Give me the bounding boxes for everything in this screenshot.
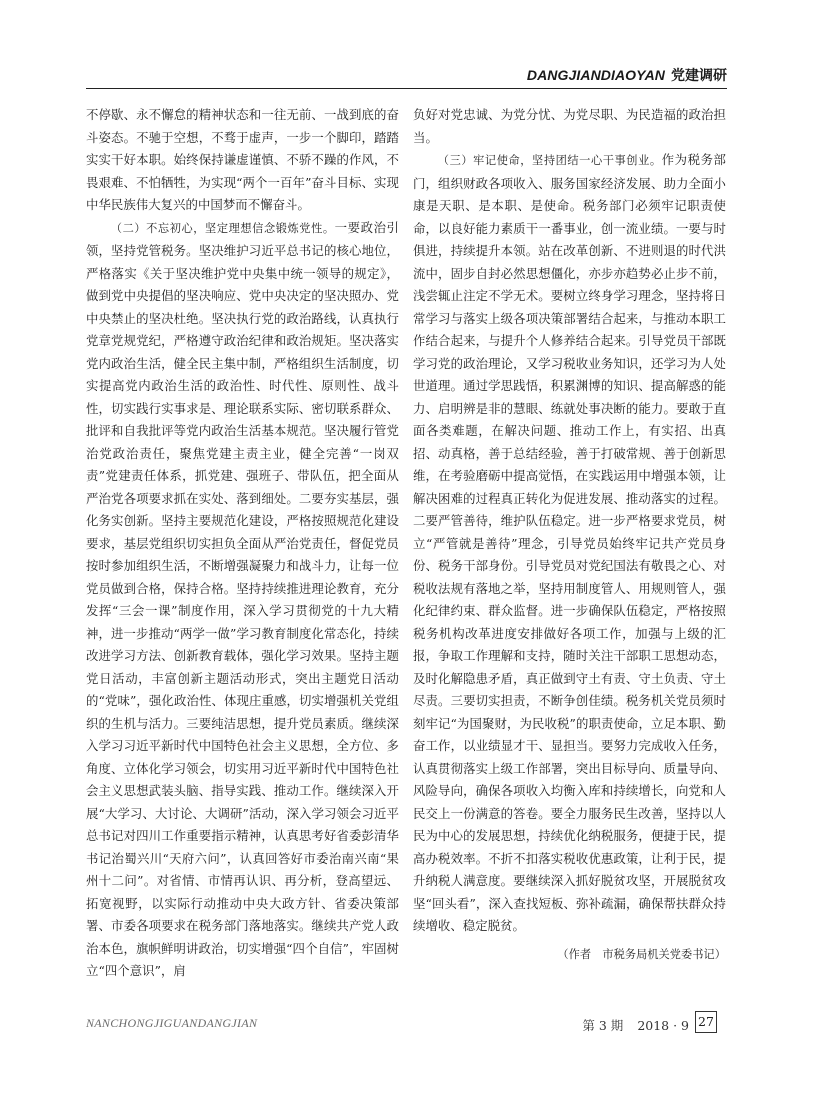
issue-number: 第 3 期	[582, 1018, 624, 1033]
paragraph-section-two	[86, 217, 399, 983]
author-signature: （作者 市税务局机关党委书记）	[557, 947, 726, 961]
section-two-body: 一要政治引领，坚持党管税务。坚决维护习近平总书记的核心地位，严格落实《关于坚决维护党中央集中统一领导的规定》，做到党中央提倡的坚决响应、党中央决定的坚决照办、党中央禁止的坚决杜绝。坚决执行党的政治路线，认真执行党章党规党纪，严格遵守政治纪律和政治规矩。坚决落实党内政治生活，健全民主集中制，严格组织生活制度，切实提高党内政治生活的政治性、时代性、原则性、战斗性，切实践行实事求是、理论联系实际、密切联系群众、批评和自我批评等党内政治生活基本规范。坚决履行管党治党政治责任，聚焦党建主责主业，健全完善“一岗双责”党建责任体系，抓党建、强班子、带队伍，把全面从严治党各项要求抓在实处、落到细处。二要夯实基层，强化务实创新。坚持主要规范化建设，严格按照规范化建设要求，基层党组织切实担负全面从严治党责任，督促党员按时参加组织生活，不断增强凝聚力和战斗力，让每一位党员做到合格，保持合格。坚持持续推进理论教育，充分发挥“三会一课”制度作用，深入学习贯彻党的十九大精神，进一步推动“两学一做”学习教育制度化常态化，持续改进学习方法、创新教育载体，强化学习效果。坚持主题党日活动，丰富创新主题活动形式，突出主题党日活动的“党味”，强化政治性、体现庄重感，切实增强机关党组织的生机与活力。三要纯洁思想，提升党员素质。继续深入学习习近平新时代中国特色社会主义思想，全方位、多角度、立体化学习领会，切实用习近平新时代中国特色社会主义思想武装头脑、指导实践、推动工作。继续深入开展“大学习、大讨论、大调研”活动，深入学习领会习近平总书记对四川工作重要指示精神，认真思考好省委彭清华书记治蜀兴川“天府六问”，认真回答好市委治南兴南“果州十二问”。对省情、市情再认识、再分析，登高望远、拓宽视野，以实际行动推动中央大政方针、省委决策部署、市委各项要求在税务部门落地落实。继续共产党人政治本色，旗帜鲜明讲政治，切实增强“四个自信”，牢固树立“四个意识”，肩	[86, 219, 399, 978]
header-pinyin: DANGJIANDIAOYAN	[526, 67, 665, 83]
footer-issue-info	[582, 1016, 689, 1034]
header-section-title: 党建调研	[671, 68, 727, 84]
paragraph-continued: 不停歇、永不懈怠的精神状态和一往无前、一战到底的奋斗姿态。不驰于空想，不骛于虚声，一步一个脚印，踏踏实实干好本职。始终保持谦虚谨慎、不骄不躁的作风，不畏艰难、不怕牺牲，为实现“两个一百年”奋斗目标、实现中华民族伟大复兴的中国梦而不懈奋斗。	[86, 107, 399, 212]
paragraph-continued-right: 负好对党忠诚、为党分忧、为党尽职、为民造福的政治担当。	[413, 107, 726, 145]
header-divider	[86, 88, 727, 89]
section-two-heading: （二）不忘初心，坚定理想信念锻炼党性。	[110, 221, 335, 235]
right-column	[413, 104, 726, 1044]
issue-date: 2018 · 9	[637, 1018, 689, 1033]
page-number: 27	[695, 1011, 717, 1033]
footer-journal-name: NANCHONGJIGUANDANGJIAN	[86, 1016, 258, 1030]
paragraph-section-three	[413, 149, 726, 938]
section-three-heading: （三）牢记使命，坚持团结一心干事创业。	[437, 154, 662, 167]
left-column	[86, 104, 399, 1022]
running-header	[527, 65, 727, 85]
section-three-body: 作为税务部门，组织财政各项收入、服务国家经济发展、助力全面小康是天职、是本职、是使命。税务部门必须牢记职责使命，以良好能力素质干一番事业，创一流业绩。一要与时俱进，持续提升本领。站在改革创新、不进则退的时代洪流中，固步自封必然思想僵化，亦步亦趋势必止步不前，浅尝辄止注定不学无术。要树立终身学习理念，坚持将日常学习与落实上级各项决策部署结合起来，与推动本职工作结合起来，与提升个人修养结合起来。引导党员干部既学习党的政治理论，又学习税收业务知识，还学习为人处世道理。通过学思践悟，积累渊博的知识、提高解惑的能力、启明辨是非的慧眼、练就处事决断的能力。要敢于直面各类难题，在解决问题、推动工作上，有实招、出真招、动真格，善于总结经验，善于打破常规、善于创新思维，在考验磨砺中提高觉悟，在实践运用中增强本领，让解决困难的过程真正转化为促进发展、推动落实的过程。二要严管善待，维护队伍稳定。进一步严格要求党员，树立“严管就是善待”理念，引导党员始终牢记共产党员身份、税务干部身份。引导党员对党纪国法有敬畏之心、对税收法规有落地之举，坚持用制度管人、用规则管人，强化纪律约束、群众监督。进一步确保队伍稳定，严格按照税务机构改革进度安排做好各项工作，加强与上级的汇报，争取工作理解和支持，随时关注干部职工思想动态，及时化解隐患矛盾，真正做到守土有责、守土负责、守土尽责。三要切实担责，不断争创佳绩。税务机关党员须时刻牢记“为国聚财，为民收税”的职责使命，立足本职、勤奋工作，以业绩显才干、显担当。要努力完成收入任务，认真贯彻落实上级工作部署，突出目标导向、质量导向、风险导向，确保各项收入均衡入库和持续增长，向党和人民交上一份满意的答卷。要全力服务民生改善，坚持以人民为中心的发展思想，持续优化纳税服务，便捷于民，提高办税效率。不折不扣落实税收优惠政策，让利于民，提升纳税人满意度。要继续深入抓好脱贫攻坚，开展脱贫攻坚“回头看”，深入查找短板、弥补疏漏，确保帮扶群众持续增收、稳定脱贫。	[413, 152, 726, 933]
